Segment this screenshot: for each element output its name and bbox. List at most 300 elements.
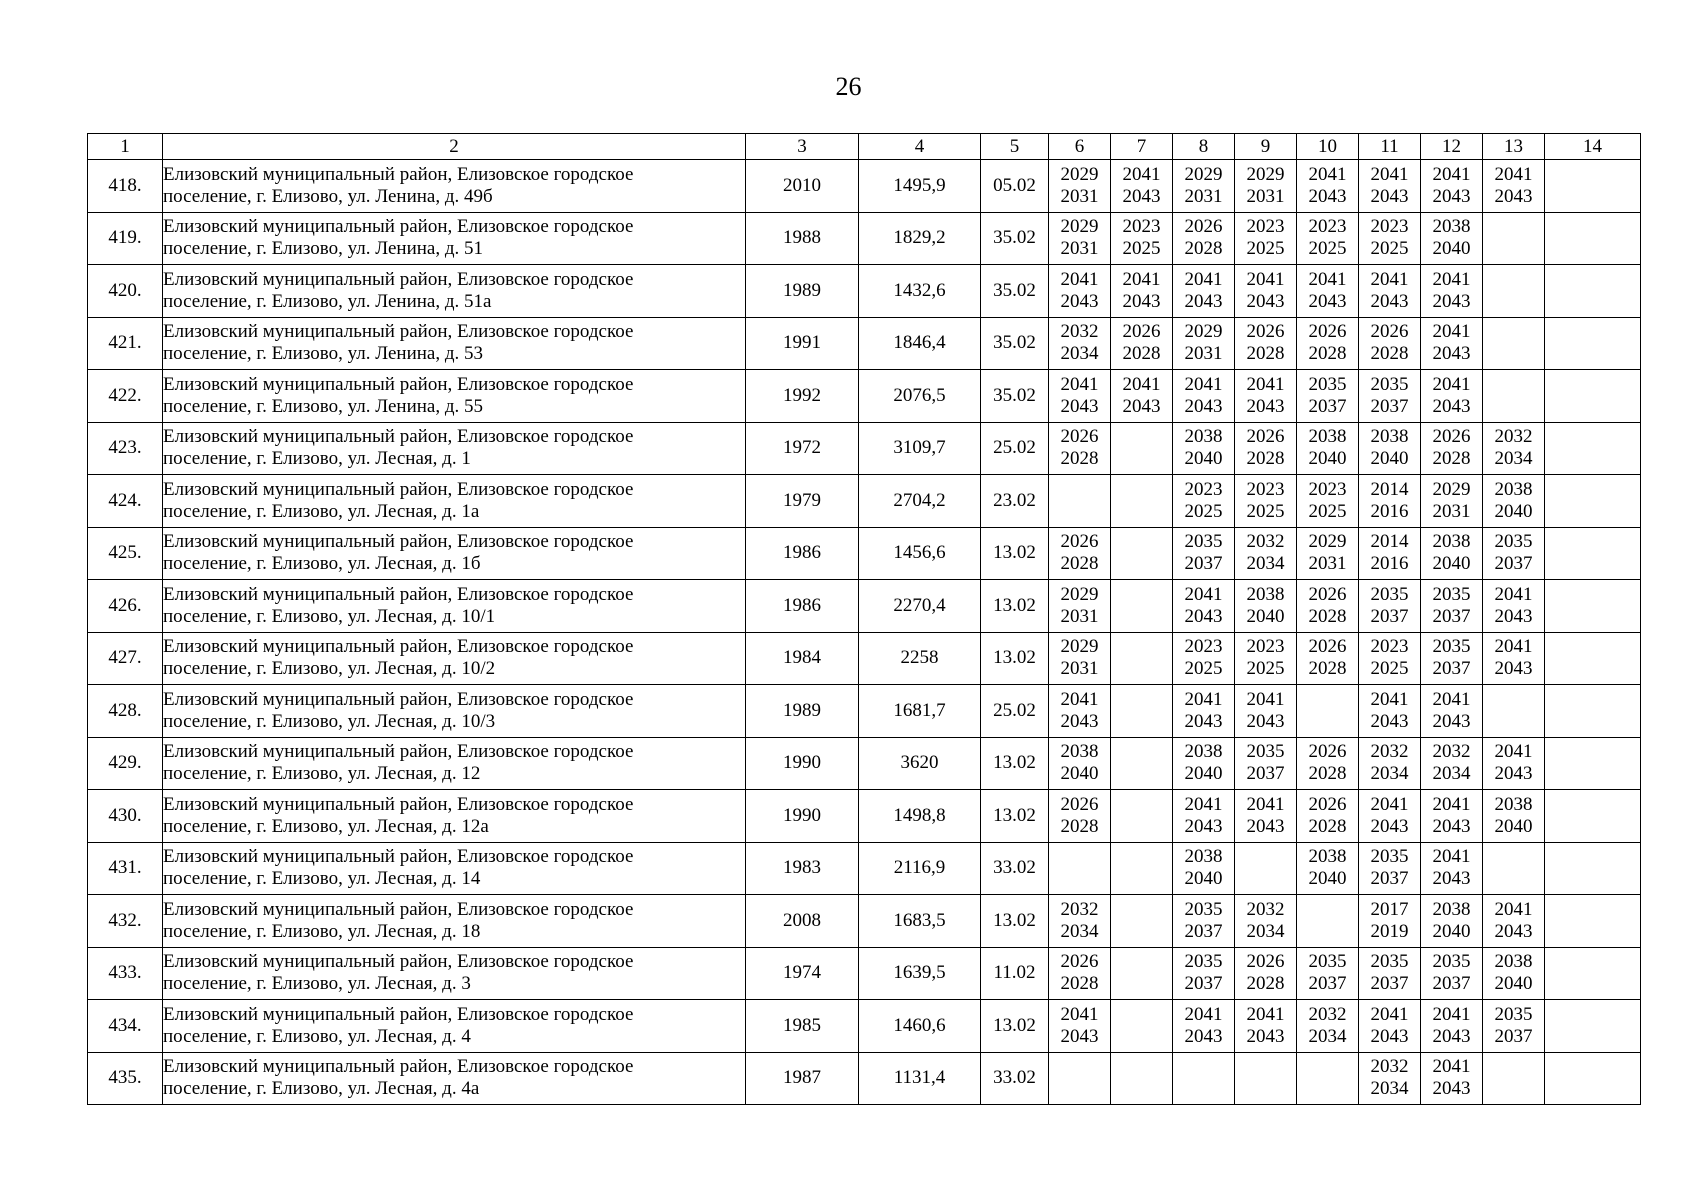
period-cell — [1049, 580, 1111, 633]
period-end: 2037 — [1494, 553, 1533, 575]
period-start: 2035 — [1184, 951, 1223, 973]
area-cell: 1131,4 — [859, 1052, 981, 1105]
period-end: 2034 — [1060, 920, 1099, 942]
address-cell — [163, 422, 746, 475]
period-end: 2025 — [1246, 658, 1285, 680]
period-end: 2037 — [1246, 763, 1285, 785]
period-cell — [1545, 685, 1641, 738]
row-number-cell: 431. — [88, 842, 163, 895]
row-number-cell: 423. — [88, 422, 163, 475]
period-end: 2043 — [1246, 1025, 1285, 1047]
period-cell — [1297, 1000, 1359, 1053]
period-end: 2040 — [1060, 763, 1099, 785]
period-start: 2041 — [1246, 1003, 1285, 1025]
period-cell — [1173, 895, 1235, 948]
address-cell — [163, 737, 746, 790]
period-cell — [1359, 212, 1421, 265]
period-cell — [1173, 947, 1235, 1000]
period-start: 2032 — [1246, 531, 1285, 553]
address-line: Елизовский муниципальный район, Елизовское городское — [163, 846, 634, 868]
period-cell — [1359, 475, 1421, 528]
period-start: 2035 — [1246, 741, 1285, 763]
address-line: поселение, г. Елизово, ул. Ленина, д. 51а — [163, 290, 492, 312]
period-cell — [1111, 737, 1173, 790]
period-start: 2041 — [1184, 583, 1223, 605]
period-cell — [1483, 737, 1545, 790]
period-start: 2026 — [1432, 426, 1471, 448]
table-row — [88, 685, 1641, 738]
period-start: 2029 — [1060, 636, 1099, 658]
period-start: 2038 — [1432, 898, 1471, 920]
period-cell — [1359, 947, 1421, 1000]
period-start: 2032 — [1494, 426, 1533, 448]
period-end: 2028 — [1246, 973, 1285, 995]
address-cell — [163, 370, 746, 423]
address-line: Елизовский муниципальный район, Елизовское городское — [163, 793, 634, 815]
table-row — [88, 475, 1641, 528]
period-cell — [1111, 842, 1173, 895]
period-cell — [1049, 317, 1111, 370]
period-start: 2035 — [1184, 531, 1223, 553]
period-cell — [1545, 737, 1641, 790]
address-cell — [163, 160, 746, 213]
address-line: поселение, г. Елизово, ул. Лесная, д. 10/2 — [163, 658, 496, 680]
period-start: 2023 — [1184, 636, 1223, 658]
address-cell — [163, 895, 746, 948]
period-cell — [1173, 475, 1235, 528]
address-line: Елизовский муниципальный район, Елизовское городское — [163, 898, 634, 920]
period-end: 2034 — [1246, 553, 1285, 575]
period-cell — [1297, 842, 1359, 895]
period-end: 2043 — [1494, 185, 1533, 207]
period-start: 2035 — [1308, 373, 1347, 395]
period-start: 2038 — [1494, 478, 1533, 500]
period-cell — [1545, 160, 1641, 213]
column-header: 1 — [88, 134, 163, 160]
period-start: 2026 — [1246, 951, 1285, 973]
table-row — [88, 737, 1641, 790]
period-cell — [1545, 422, 1641, 475]
period-end: 2043 — [1494, 605, 1533, 627]
period-end: 2043 — [1370, 1025, 1409, 1047]
period-cell — [1483, 1052, 1545, 1105]
period-cell — [1111, 1052, 1173, 1105]
area-cell: 2258 — [859, 632, 981, 685]
period-end: 2028 — [1308, 763, 1347, 785]
year-cell: 1979 — [746, 475, 859, 528]
period-end: 2043 — [1494, 763, 1533, 785]
period-end: 2043 — [1432, 290, 1471, 312]
period-cell — [1049, 790, 1111, 843]
period-cell — [1421, 475, 1483, 528]
period-end: 2031 — [1060, 605, 1099, 627]
column-header: 3 — [746, 134, 859, 160]
period-cell — [1235, 947, 1297, 1000]
period-cell — [1483, 317, 1545, 370]
period-cell — [1421, 212, 1483, 265]
area-cell: 2704,2 — [859, 475, 981, 528]
address-cell — [163, 842, 746, 895]
period-start: 2023 — [1246, 478, 1285, 500]
period-start: 2026 — [1184, 216, 1223, 238]
period-start: 2032 — [1432, 741, 1471, 763]
period-start: 2038 — [1184, 846, 1223, 868]
period-end: 2031 — [1184, 343, 1223, 365]
period-cell — [1483, 895, 1545, 948]
address-line: поселение, г. Елизово, ул. Лесная, д. 18 — [163, 920, 481, 942]
row-number-cell: 429. — [88, 737, 163, 790]
period-cell — [1545, 527, 1641, 580]
address-line: Елизовский муниципальный район, Елизовское городское — [163, 216, 634, 238]
address-line: поселение, г. Елизово, ул. Ленина, д. 53 — [163, 343, 484, 365]
period-cell — [1111, 475, 1173, 528]
period-start: 2041 — [1432, 321, 1471, 343]
period-start: 2041 — [1494, 636, 1533, 658]
period-end: 2043 — [1184, 815, 1223, 837]
period-start: 2038 — [1432, 216, 1471, 238]
period-start: 2041 — [1308, 163, 1347, 185]
column-header: 14 — [1545, 134, 1641, 160]
area-cell: 3620 — [859, 737, 981, 790]
area-cell: 1460,6 — [859, 1000, 981, 1053]
period-end: 2040 — [1184, 448, 1223, 470]
year-cell: 1987 — [746, 1052, 859, 1105]
year-cell: 1983 — [746, 842, 859, 895]
period-end: 2040 — [1432, 238, 1471, 260]
column-header: 8 — [1173, 134, 1235, 160]
period-cell — [1421, 737, 1483, 790]
period-cell — [1049, 1052, 1111, 1105]
year-cell: 1991 — [746, 317, 859, 370]
table-row — [88, 265, 1641, 318]
period-end: 2037 — [1494, 1025, 1533, 1047]
period-end: 2025 — [1184, 500, 1223, 522]
table-row — [88, 422, 1641, 475]
period-cell — [1111, 685, 1173, 738]
period-start: 2035 — [1432, 583, 1471, 605]
address-cell — [163, 632, 746, 685]
period-start: 2023 — [1370, 216, 1409, 238]
period-cell — [1483, 947, 1545, 1000]
period-cell — [1421, 527, 1483, 580]
code-cell: 33.02 — [981, 1052, 1049, 1105]
period-start: 2041 — [1494, 583, 1533, 605]
period-cell — [1421, 1000, 1483, 1053]
table-row — [88, 160, 1641, 213]
period-cell — [1111, 580, 1173, 633]
address-line: поселение, г. Елизово, ул. Лесная, д. 12а — [163, 815, 489, 837]
period-start: 2029 — [1308, 531, 1347, 553]
period-cell — [1173, 632, 1235, 685]
address-line: Елизовский муниципальный район, Елизовское городское — [163, 636, 634, 658]
period-cell — [1173, 1000, 1235, 1053]
address-line: поселение, г. Елизово, ул. Ленина, д. 51 — [163, 238, 484, 260]
period-cell — [1359, 317, 1421, 370]
period-end: 2028 — [1308, 343, 1347, 365]
period-start: 2038 — [1184, 426, 1223, 448]
period-cell — [1297, 632, 1359, 685]
period-end: 2040 — [1432, 553, 1471, 575]
table-row — [88, 527, 1641, 580]
period-start: 2026 — [1060, 793, 1099, 815]
period-cell — [1297, 265, 1359, 318]
period-end: 2031 — [1060, 185, 1099, 207]
period-end: 2034 — [1494, 448, 1533, 470]
period-cell — [1359, 370, 1421, 423]
period-cell — [1235, 527, 1297, 580]
table-row — [88, 1000, 1641, 1053]
period-start: 2041 — [1246, 268, 1285, 290]
period-cell — [1297, 895, 1359, 948]
period-end: 2028 — [1370, 343, 1409, 365]
period-start: 2041 — [1432, 1003, 1471, 1025]
period-cell — [1049, 212, 1111, 265]
period-start: 2026 — [1308, 793, 1347, 815]
period-start: 2029 — [1246, 163, 1285, 185]
area-cell: 1681,7 — [859, 685, 981, 738]
period-end: 2028 — [1308, 658, 1347, 680]
period-end: 2043 — [1308, 185, 1347, 207]
table-body — [88, 160, 1641, 1105]
period-start: 2026 — [1308, 636, 1347, 658]
code-cell: 35.02 — [981, 212, 1049, 265]
period-start: 2035 — [1370, 951, 1409, 973]
period-cell — [1483, 370, 1545, 423]
address-line: поселение, г. Елизово, ул. Лесная, д. 10/1 — [163, 605, 496, 627]
period-cell — [1297, 685, 1359, 738]
period-end: 2037 — [1370, 605, 1409, 627]
period-start: 2038 — [1308, 426, 1347, 448]
period-end: 2043 — [1370, 710, 1409, 732]
period-cell — [1173, 580, 1235, 633]
period-start: 2032 — [1060, 898, 1099, 920]
period-cell — [1545, 790, 1641, 843]
period-start: 2035 — [1370, 583, 1409, 605]
period-start: 2026 — [1122, 321, 1161, 343]
row-number-cell: 433. — [88, 947, 163, 1000]
period-cell — [1173, 160, 1235, 213]
period-start: 2041 — [1122, 268, 1161, 290]
column-header: 4 — [859, 134, 981, 160]
period-cell — [1483, 212, 1545, 265]
period-cell — [1359, 685, 1421, 738]
period-start: 2026 — [1060, 531, 1099, 553]
period-cell — [1173, 527, 1235, 580]
period-cell — [1173, 212, 1235, 265]
code-cell: 35.02 — [981, 317, 1049, 370]
row-number-cell: 418. — [88, 160, 163, 213]
column-header: 11 — [1359, 134, 1421, 160]
period-end: 2043 — [1060, 395, 1099, 417]
code-cell: 13.02 — [981, 1000, 1049, 1053]
year-cell: 1972 — [746, 422, 859, 475]
period-cell — [1359, 632, 1421, 685]
code-cell: 23.02 — [981, 475, 1049, 528]
period-start: 2035 — [1370, 846, 1409, 868]
address-line: поселение, г. Елизово, ул. Лесная, д. 4а — [163, 1078, 480, 1100]
table-row — [88, 895, 1641, 948]
period-cell — [1049, 527, 1111, 580]
period-end: 2025 — [1246, 238, 1285, 260]
address-line: поселение, г. Елизово, ул. Лесная, д. 1а — [163, 500, 480, 522]
address-line: Елизовский муниципальный район, Елизовское городское — [163, 1003, 634, 1025]
address-cell — [163, 1052, 746, 1105]
area-cell: 2116,9 — [859, 842, 981, 895]
year-cell: 1989 — [746, 265, 859, 318]
period-start: 2032 — [1060, 321, 1099, 343]
period-start: 2038 — [1494, 793, 1533, 815]
period-end: 2025 — [1184, 658, 1223, 680]
period-start: 2026 — [1060, 426, 1099, 448]
period-cell — [1235, 160, 1297, 213]
area-cell: 1495,9 — [859, 160, 981, 213]
code-cell: 05.02 — [981, 160, 1049, 213]
period-end: 2028 — [1432, 448, 1471, 470]
period-end: 2043 — [1494, 920, 1533, 942]
period-cell — [1049, 685, 1111, 738]
code-cell: 13.02 — [981, 632, 1049, 685]
period-end: 2037 — [1308, 395, 1347, 417]
period-end: 2037 — [1370, 395, 1409, 417]
year-cell: 1990 — [746, 737, 859, 790]
row-number-cell: 422. — [88, 370, 163, 423]
period-start: 2026 — [1308, 321, 1347, 343]
period-cell — [1421, 160, 1483, 213]
housing-register-table — [87, 133, 1641, 1105]
address-line: Елизовский муниципальный район, Елизовское городское — [163, 163, 634, 185]
period-cell — [1545, 370, 1641, 423]
period-end: 2040 — [1184, 868, 1223, 890]
period-start: 2041 — [1432, 1056, 1471, 1078]
period-end: 2043 — [1246, 710, 1285, 732]
period-cell — [1235, 317, 1297, 370]
period-cell — [1111, 317, 1173, 370]
period-cell — [1483, 527, 1545, 580]
period-cell — [1049, 632, 1111, 685]
period-end: 2034 — [1246, 920, 1285, 942]
period-start: 2035 — [1494, 1003, 1533, 1025]
address-line: поселение, г. Елизово, ул. Лесная, д. 4 — [163, 1025, 471, 1047]
period-start: 2023 — [1122, 216, 1161, 238]
period-start: 2026 — [1060, 951, 1099, 973]
code-cell: 13.02 — [981, 580, 1049, 633]
period-start: 2041 — [1432, 373, 1471, 395]
period-cell — [1421, 1052, 1483, 1105]
address-line: Елизовский муниципальный район, Елизовское городское — [163, 741, 634, 763]
period-start: 2023 — [1308, 478, 1347, 500]
address-line: Елизовский муниципальный район, Елизовское городское — [163, 478, 634, 500]
column-header: 9 — [1235, 134, 1297, 160]
period-cell — [1173, 1052, 1235, 1105]
period-cell — [1483, 160, 1545, 213]
period-start: 2026 — [1370, 321, 1409, 343]
row-number-cell: 424. — [88, 475, 163, 528]
period-start: 2026 — [1246, 321, 1285, 343]
area-cell: 1432,6 — [859, 265, 981, 318]
period-end: 2043 — [1370, 290, 1409, 312]
period-end: 2043 — [1122, 185, 1161, 207]
period-cell — [1297, 422, 1359, 475]
period-end: 2040 — [1494, 973, 1533, 995]
period-end: 2043 — [1308, 290, 1347, 312]
period-end: 2040 — [1184, 763, 1223, 785]
period-end: 2025 — [1370, 658, 1409, 680]
period-start: 2032 — [1246, 898, 1285, 920]
period-end: 2037 — [1432, 973, 1471, 995]
period-cell — [1297, 580, 1359, 633]
period-start: 2041 — [1432, 846, 1471, 868]
row-number-cell: 420. — [88, 265, 163, 318]
table-row — [88, 842, 1641, 895]
period-end: 2043 — [1184, 1025, 1223, 1047]
period-cell — [1483, 475, 1545, 528]
period-start: 2029 — [1184, 163, 1223, 185]
period-end: 2028 — [1308, 815, 1347, 837]
column-header: 7 — [1111, 134, 1173, 160]
period-end: 2043 — [1432, 185, 1471, 207]
period-cell — [1297, 947, 1359, 1000]
period-end: 2043 — [1122, 290, 1161, 312]
period-end: 2028 — [1060, 973, 1099, 995]
period-end: 2043 — [1060, 710, 1099, 732]
address-line: Елизовский муниципальный район, Елизовское городское — [163, 321, 634, 343]
period-end: 2043 — [1370, 185, 1409, 207]
period-end: 2040 — [1494, 500, 1533, 522]
period-cell — [1483, 265, 1545, 318]
period-cell — [1545, 317, 1641, 370]
period-end: 2043 — [1184, 710, 1223, 732]
period-start: 2023 — [1370, 636, 1409, 658]
row-number-cell: 421. — [88, 317, 163, 370]
period-end: 2040 — [1246, 605, 1285, 627]
period-start: 2014 — [1370, 478, 1409, 500]
period-end: 2043 — [1432, 1025, 1471, 1047]
period-cell — [1235, 212, 1297, 265]
period-start: 2029 — [1060, 583, 1099, 605]
period-start: 2041 — [1494, 898, 1533, 920]
period-end: 2043 — [1060, 1025, 1099, 1047]
period-end: 2031 — [1060, 238, 1099, 260]
address-line: поселение, г. Елизово, ул. Лесная, д. 12 — [163, 763, 481, 785]
period-end: 2043 — [1432, 868, 1471, 890]
period-cell — [1359, 422, 1421, 475]
area-cell: 1639,5 — [859, 947, 981, 1000]
period-cell — [1049, 842, 1111, 895]
period-cell — [1545, 212, 1641, 265]
period-cell — [1483, 685, 1545, 738]
period-start: 2041 — [1184, 373, 1223, 395]
period-start: 2023 — [1246, 216, 1285, 238]
code-cell: 13.02 — [981, 737, 1049, 790]
period-cell — [1049, 160, 1111, 213]
period-cell — [1049, 947, 1111, 1000]
period-cell — [1235, 790, 1297, 843]
period-end: 2037 — [1432, 605, 1471, 627]
year-cell: 1974 — [746, 947, 859, 1000]
column-header: 2 — [163, 134, 746, 160]
period-end: 2031 — [1060, 658, 1099, 680]
period-start: 2041 — [1308, 268, 1347, 290]
period-end: 2037 — [1432, 658, 1471, 680]
period-start: 2029 — [1432, 478, 1471, 500]
column-number-row — [88, 134, 1641, 160]
address-line: поселение, г. Елизово, ул. Ленина, д. 55 — [163, 395, 484, 417]
period-cell — [1173, 370, 1235, 423]
period-start: 2038 — [1184, 741, 1223, 763]
row-number-cell: 427. — [88, 632, 163, 685]
table-row — [88, 790, 1641, 843]
period-start: 2035 — [1494, 531, 1533, 553]
